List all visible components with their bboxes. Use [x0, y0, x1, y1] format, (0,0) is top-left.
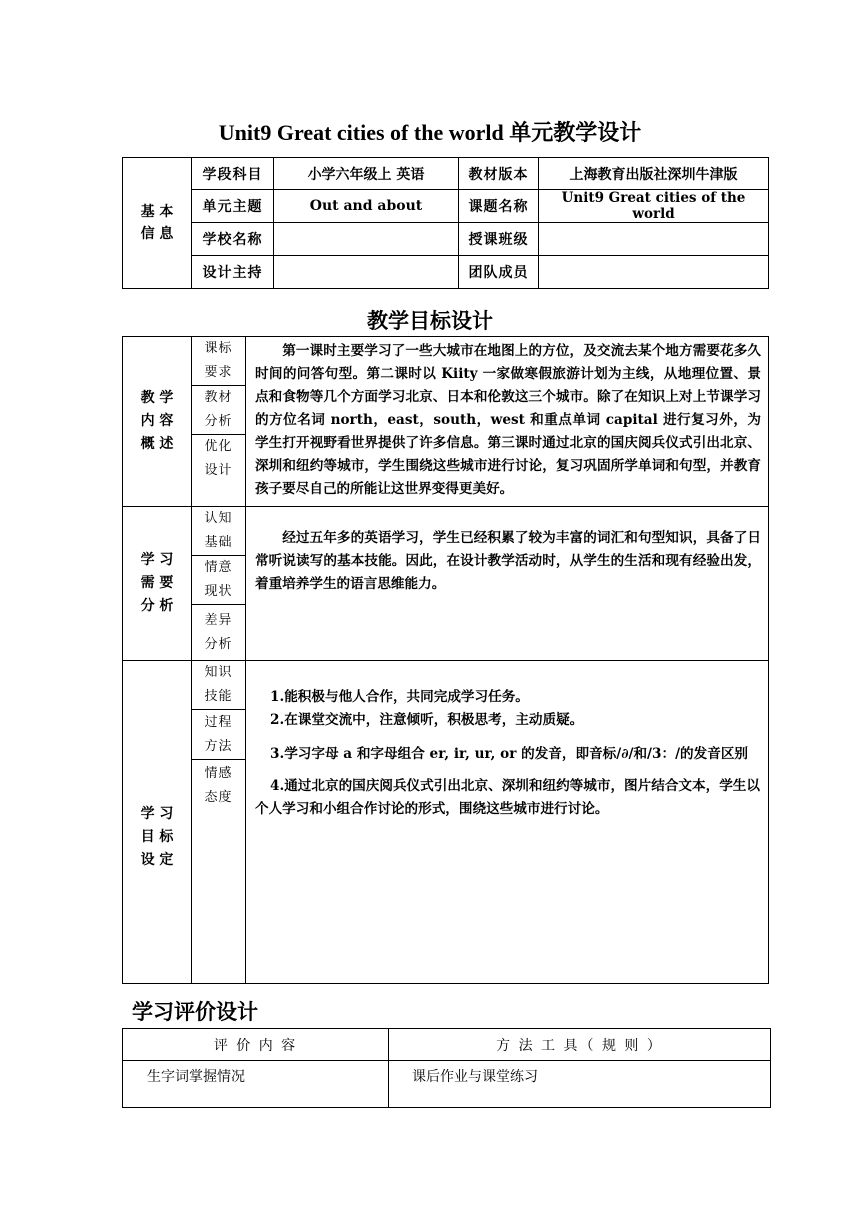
field-label: 设计主持 [192, 256, 274, 289]
field-value: 小学六年级上 英语 [274, 158, 459, 190]
sub-label-cell [192, 605, 246, 661]
page-title: Unit9 Great cities of the world 单元教学设计 [218, 120, 642, 145]
field-label: 团队成员 [459, 256, 539, 289]
sub-label-cell [192, 435, 246, 507]
basic-info-label-cell [123, 158, 192, 289]
sub-label-cell [192, 507, 246, 556]
sub-label-cell [192, 337, 246, 386]
needs-analysis-text: 经过五年多的英语学习，学生已经积累了较为丰富的词汇和句型知识，具备了日常听说读写的基本技能。因此，在设计教学活动时，从学生的生活和现有经验出发，着重培养学生的语言思维能力。 [255, 530, 761, 592]
sub-label: 情感态度 [204, 766, 233, 805]
sub-label: 差异分析 [204, 612, 233, 652]
evaluation-cell-content: 生字词掌握情况 [123, 1061, 389, 1108]
sub-label-cell [192, 386, 246, 435]
goal-item: 1.能积极与他人合作，共同完成学习任务。 [270, 689, 529, 705]
sub-label: 知识技能 [204, 665, 233, 704]
field-label: 课题名称 [459, 190, 539, 223]
content-overview-text-cell [246, 337, 769, 507]
field-value: 上海教育出版社深圳牛津版 [539, 158, 769, 190]
objectives-table [122, 336, 769, 984]
content-overview-label: 教 学 内 容 概 述 [140, 390, 174, 452]
sub-label: 教材分析 [204, 390, 233, 429]
sub-label: 认知基础 [204, 511, 233, 550]
sub-label: 课标要求 [204, 341, 233, 380]
field-value [274, 256, 459, 289]
evaluation-table [122, 1028, 771, 1108]
evaluation-title: 学习评价设计 [132, 999, 258, 1024]
sub-label: 过程方法 [204, 714, 233, 754]
goal-setting-label: 学 习 目 标 设 定 [140, 805, 174, 868]
sub-label: 优化设计 [204, 439, 233, 478]
goals-cell [246, 661, 769, 984]
goal-item: 4.通过北京的国庆阅兵仪式引出北京、深圳和纽约等城市，图片结合文本，学生以个人学习和小组合作讨论的形式，围绕这些城市进行讨论。 [255, 778, 760, 817]
field-label: 学校名称 [192, 223, 274, 256]
field-value: Out and about [274, 190, 459, 223]
field-value [274, 223, 459, 256]
field-value: Unit9 Great cities of the world [539, 190, 769, 223]
needs-analysis-label: 学 习 需 要 分 析 [140, 552, 174, 614]
sub-label-cell [192, 760, 246, 984]
needs-analysis-label-cell [123, 507, 192, 661]
field-label: 教材版本 [459, 158, 539, 190]
evaluation-header-method: 方 法 工 具（ 规 则 ） [389, 1029, 771, 1061]
goal-item: 3.学习字母 a 和字母组合 er, ir, ur, or 的发音，即音标/∂/和/3：/的发音区别 [270, 746, 749, 762]
field-value [539, 256, 769, 289]
field-label: 单元主题 [192, 190, 274, 223]
objectives-title: 教学目标设计 [367, 308, 493, 333]
sub-label-cell [192, 556, 246, 605]
basic-info-label: 基 本 信 息 [140, 204, 174, 242]
sub-label: 情意现状 [204, 560, 233, 599]
content-overview-label-cell [123, 337, 192, 507]
field-label: 授课班级 [459, 223, 539, 256]
evaluation-cell-method: 课后作业与课堂练习 [389, 1061, 771, 1108]
needs-analysis-text-cell [246, 507, 769, 661]
field-label: 学段科目 [192, 158, 274, 190]
sub-label-cell [192, 661, 246, 710]
goal-item: 2.在课堂交流中，注意倾听，积极思考，主动质疑。 [270, 712, 584, 728]
content-overview-text: 第一课时主要学习了一些大城市在地图上的方位，及交流去某个地方需要花多久时间的问答句型。第二课时以 Kiity 一家做寒假旅游计划为主线，从地理位置、景点和食物等几个方面学习北京、日本和伦敦这三个城市。除了在知识上对上节课学习的方位名词 north，east，south，west 和重点单词 capital 进行复习外，为学生打开视野看世界提供了许多信息。第三课时通过北京的国庆阅兵仪式引出北京、深圳和纽约等城市，学生围绕这些城市进行讨论，复习巩固所学单词和句型，并教育孩子要尽自己的所能让这世界变得更美好。 [255, 343, 761, 497]
basic-info-table [122, 157, 769, 289]
evaluation-header-content: 评 价 内 容 [123, 1029, 389, 1061]
field-value [539, 223, 769, 256]
goal-setting-label-cell [123, 661, 192, 984]
sub-label-cell [192, 710, 246, 760]
